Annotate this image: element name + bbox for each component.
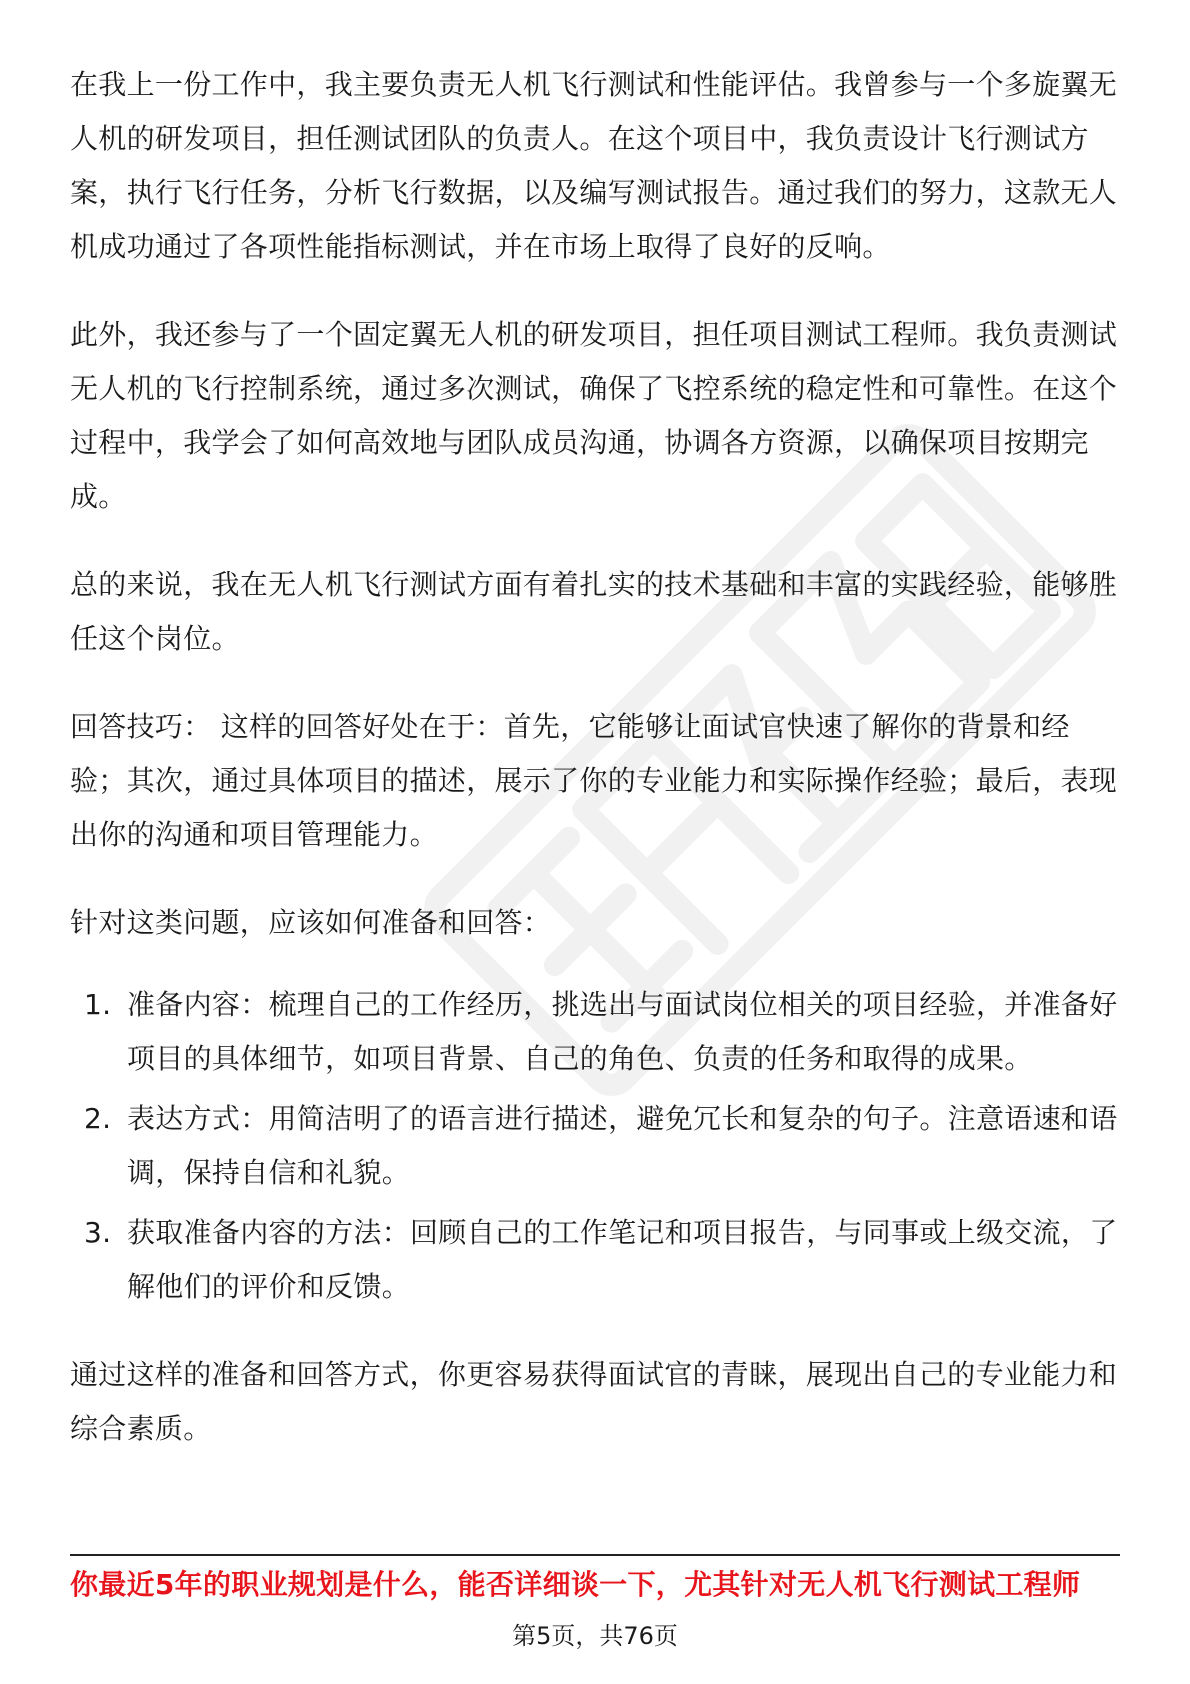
paragraph-summary: 总的来说，我在无人机飞行测试方面有着扎实的技术基础和丰富的实践经验，能够胜任这个岗位。 [70,568,1118,655]
paragraph-conclusion: 通过这样的准备和回答方式，你更容易获得面试官的青睐，展现出自己的专业能力和综合素质。 [70,1358,1118,1445]
next-question-heading: 你最近5年的职业规划是什么，能否详细谈一下，尤其针对无人机飞行测试工程师 [70,1568,1081,1601]
list-item [70,978,1120,1086]
paragraph-experience-fixedwing: 此外，我还参与了一个固定翼无人机的研发项目，担任项目测试工程师。我负责测试无人机的飞行控制系统，通过多次测试，确保了飞控系统的稳定性和可靠性。在这个过程中，我学会了如何高效地与团队成员沟通，协调各方资源，以确保项目按期完成。 [70,318,1118,513]
paragraph-how-to-prepare: 针对这类问题，应该如何准备和回答： [70,906,552,939]
list-item-text: 表达方式：用简洁明了的语言进行描述，避免冗长和复杂的句子。注意语速和语调，保持自信和礼貌。 [127,1102,1118,1189]
list-number: 3. [84,1216,112,1249]
list-item-text: 准备内容：梳理自己的工作经历，挑选出与面试岗位相关的项目经验，并准备好项目的具体细节，如项目背景、自己的角色、负责的任务和取得的成果。 [127,988,1118,1075]
footer-divider [70,1554,1120,1556]
preparation-list [70,978,1120,1314]
paragraph-experience-multirotor: 在我上一份工作中，我主要负责无人机飞行测试和性能评估。我曾参与一个多旋翼无人机的研发项目，担任测试团队的负责人。在这个项目中，我负责设计飞行测试方案，执行飞行任务，分析飞行数据，以及编写测试报告。通过我们的努力，这款无人机成功通过了各项性能指标测试，并在市场上取得了良好的反响。 [70,68,1118,263]
list-number: 1. [84,988,112,1021]
body-content [70,58,1120,1490]
list-item [70,1206,1120,1314]
list-item [70,1092,1120,1200]
paragraph-answer-tips: 回答技巧： 这样的回答好处在于：首先，它能够让面试官快速了解你的背景和经验；其次，通过具体项目的描述，展示了你的专业能力和实际操作经验；最后，表现出你的沟通和项目管理能力。 [70,710,1118,851]
list-item-text: 获取准备内容的方法：回顾自己的工作笔记和项目报告，与同事或上级交流，了解他们的评价和反馈。 [127,1216,1118,1303]
list-number: 2. [84,1102,112,1135]
page-number: 第5页，共76页 [512,1622,678,1650]
